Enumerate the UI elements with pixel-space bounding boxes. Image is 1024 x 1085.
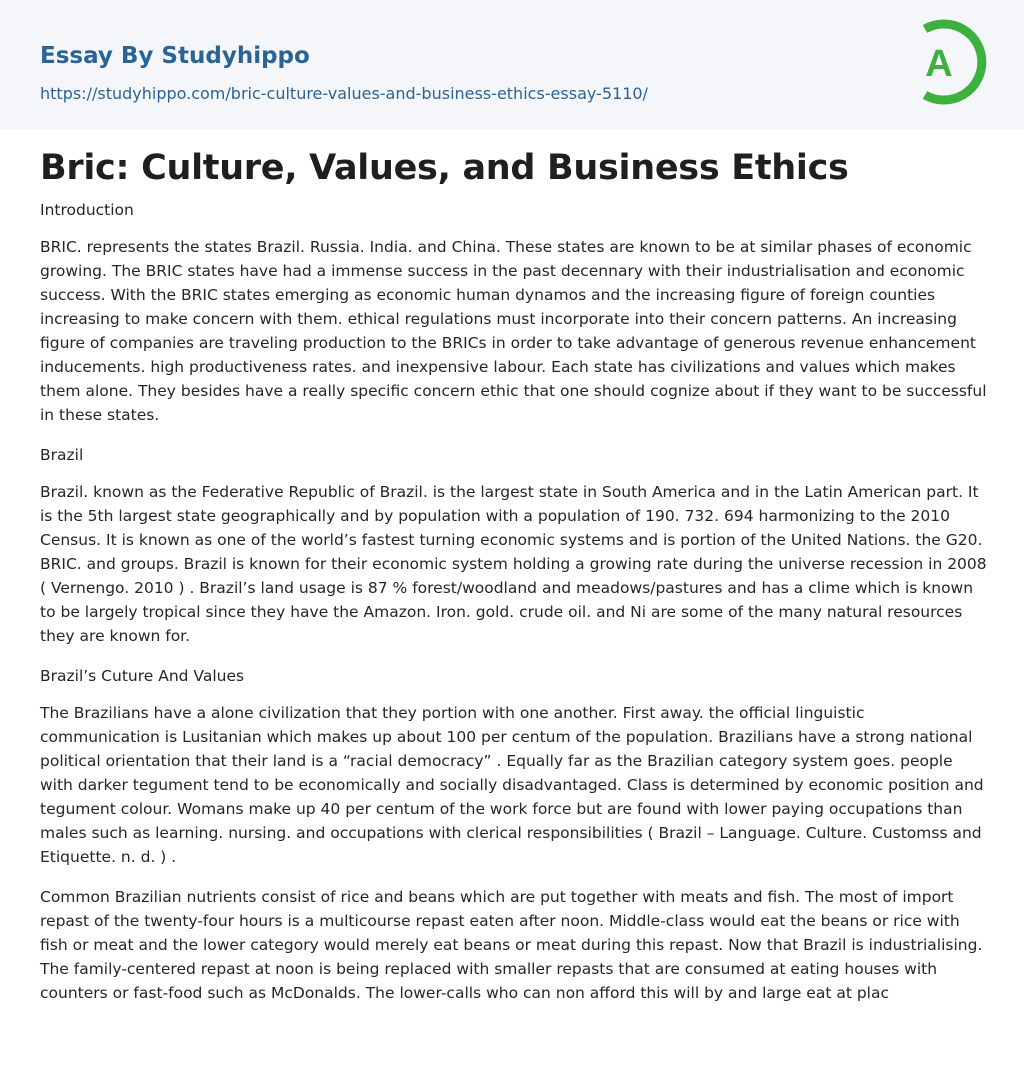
paragraph-food: Common Brazilian nutrients consist of rice and beans which are put together with meats and fish. The most of import repast of the twenty-four hours is a multicourse repast eaten after noon. Middle-class would eat the beans or rice with fish or meat and the lower category would merely eat beans or meat during this repast. Now that Brazil is industrialising. The family-centered repast at noon is being replaced with smaller repasts that are consumed at eating houses with counters or fast-food such as McDonalds. The lower-calls who can non afford this will by and large eat at plac — [40, 888, 983, 1002]
paragraph-culture-values: The Brazilians have a alone civilization that they portion with one another. First away. the official linguistic communication is Lusitanian which makes up about 100 per centum of the population. Brazilians have a strong national political orientation that their land is a “racial democracy” . Equally far as the Brazilian category system goes. people with darker tegument tend to be economically and socially disadvantaged. Class is determined by economic position and tegument colour. Womans make up 40 per centum of the work force but are found with lower paying occupations than males such as learning. nursing. and occupations with clerical responsibilities ( Brazil – Language. Culture. Customss and Etiquette. n. d. ) . — [40, 704, 984, 866]
paragraph-brazil: Brazil. known as the Federative Republic of Brazil. is the largest state in South America and in the Latin American part. It is the 5th largest state geographically and by population with a population of 190. 732. 694 harmonizing to the 2010 Census. It is known as one of the world’s fastest turning economic systems and is portion of the United Nations. the G20. BRIC. and groups. Brazil is known for their economic system holding a growing rate during the universe recession in 2008 ( Vernengo. 2010 ) . Brazil’s land usage is 87 % forest/woodland and meadows/pastures and has a clime which is known to be largely tropical since they have the Amazon. Iron. gold. crude oil. and Ni are some of the many natural resources they are known for. — [40, 483, 987, 645]
site-title[interactable]: Essay By Studyhippo — [40, 43, 310, 69]
section-heading-brazil: Brazil — [40, 446, 84, 464]
essay-url-link[interactable]: https://studyhippo.com/bric-culture-values-and-business-ethics-essay-5110/ — [40, 84, 648, 103]
paragraph-introduction: BRIC. represents the states Brazil. Russia. India. and China. These states are known to be at similar phases of economic growing. The BRIC states have had a immense success in the past decennary with their industrialisation and economic success. With the BRIC states emerging as economic human dynamos and the increasing figure of foreign counties increasing to make concern with them. ethical regulations must incorporate into their concern patterns. An increasing figure of companies are traveling production to the BRICs in order to take advantage of generous revenue enhancement inducements. high productiveness rates. and inexpensive labour. Each state has civilizations and values which makes them alone. They besides have a really specific concern ethic that one should cognize about if they want to be successful in these states. — [40, 238, 987, 424]
section-heading-culture-values: Brazil’s Cuture And Values — [40, 667, 245, 685]
logo-letter: A — [925, 43, 953, 85]
section-heading-introduction: Introduction — [40, 201, 134, 219]
essay-content — [40, 143, 988, 1005]
studyhippo-logo-icon[interactable] — [911, 18, 987, 106]
site-header — [0, 0, 1024, 129]
essay-title: Bric: Culture, Values, and Business Ethics — [40, 148, 849, 188]
